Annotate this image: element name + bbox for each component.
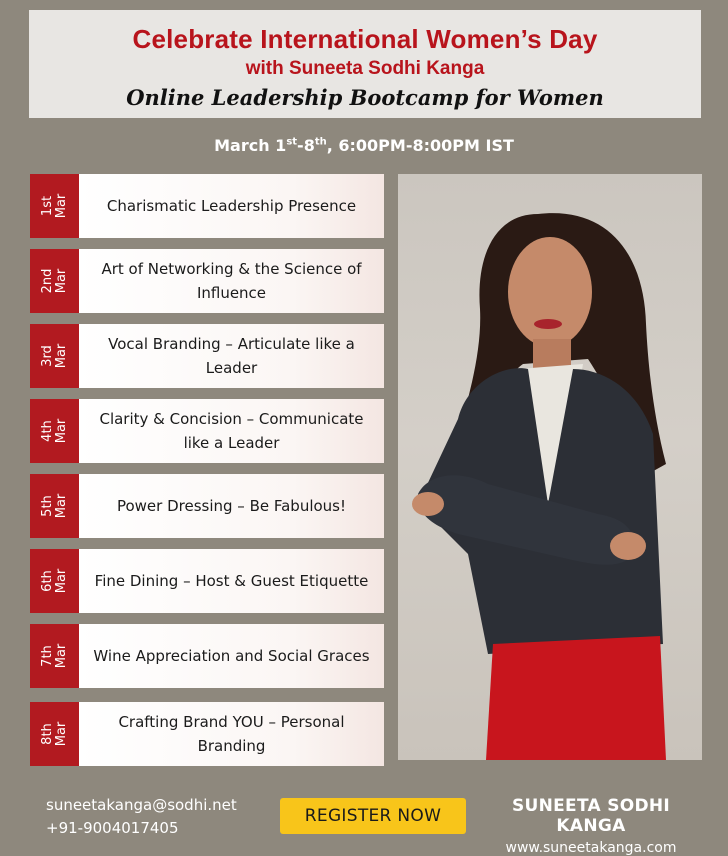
session-title: Clarity & Concision – Communicate like a Leader [79, 399, 384, 463]
register-now-button[interactable]: REGISTER NOW [280, 798, 466, 834]
speaker-photo [398, 174, 702, 760]
session-month: Mar [53, 193, 69, 219]
session-date-badge [30, 474, 79, 538]
session-item [30, 624, 384, 688]
session-month: Mar [53, 568, 69, 594]
session-item [30, 549, 384, 613]
session-title: Wine Appreciation and Social Graces [79, 624, 384, 688]
dates-start-suffix: st [286, 136, 298, 148]
session-month: Mar [53, 268, 69, 294]
dates-sep: -8 [297, 136, 315, 155]
session-day: 3rd [39, 345, 55, 367]
speaker-silhouette-icon [398, 174, 702, 760]
session-date-badge [30, 702, 79, 766]
session-day: 6th [39, 570, 55, 592]
session-month: Mar [53, 343, 69, 369]
page-subtitle: with Suneeta Sodhi Kanga [245, 58, 485, 79]
session-date-badge [30, 249, 79, 313]
dates-start: March 1 [214, 136, 287, 155]
session-day: 7th [39, 645, 55, 667]
session-date-badge [30, 399, 79, 463]
dates-time: , 6:00PM-8:00PM IST [326, 136, 514, 155]
session-title: Charismatic Leadership Presence [79, 174, 384, 238]
program-name: Online Leadership Bootcamp for Women [126, 85, 604, 110]
brand-name: SUNEETA SODHI KANGA [511, 796, 671, 836]
session-date-badge [30, 549, 79, 613]
session-day: 5th [39, 495, 55, 517]
event-dates [0, 136, 728, 155]
session-month: Mar [53, 643, 69, 669]
session-item [30, 702, 384, 766]
session-date-badge [30, 324, 79, 388]
session-date-badge [30, 624, 79, 688]
brand-website[interactable]: www.suneetakanga.com [505, 840, 677, 856]
session-item [30, 249, 384, 313]
session-day: 4th [39, 420, 55, 442]
session-item [30, 174, 384, 238]
page-title: Celebrate International Women’s Day [132, 24, 598, 54]
session-title: Crafting Brand YOU – Personal Branding [79, 702, 384, 766]
session-item [30, 324, 384, 388]
session-month: Mar [53, 418, 69, 444]
contact-email[interactable]: suneetakanga@sodhi.net [46, 796, 237, 814]
session-day: 2nd [39, 268, 55, 294]
session-title: Power Dressing – Be Fabulous! [79, 474, 384, 538]
session-month: Mar [53, 721, 69, 747]
session-date-badge [30, 174, 79, 238]
session-item [30, 399, 384, 463]
session-day: 8th [39, 723, 55, 745]
header-banner [29, 10, 701, 118]
session-item [30, 474, 384, 538]
dates-end-suffix: th [314, 136, 327, 148]
session-month: Mar [53, 493, 69, 519]
session-title: Art of Networking & the Science of Influence [79, 249, 384, 313]
session-day: 1st [39, 195, 55, 217]
session-title: Fine Dining – Host & Guest Etiquette [79, 549, 384, 613]
brand-block [480, 796, 702, 856]
contact-phone[interactable]: +91-9004017405 [46, 819, 179, 837]
contact-info [46, 794, 237, 840]
session-title: Vocal Branding – Articulate like a Leader [79, 324, 384, 388]
